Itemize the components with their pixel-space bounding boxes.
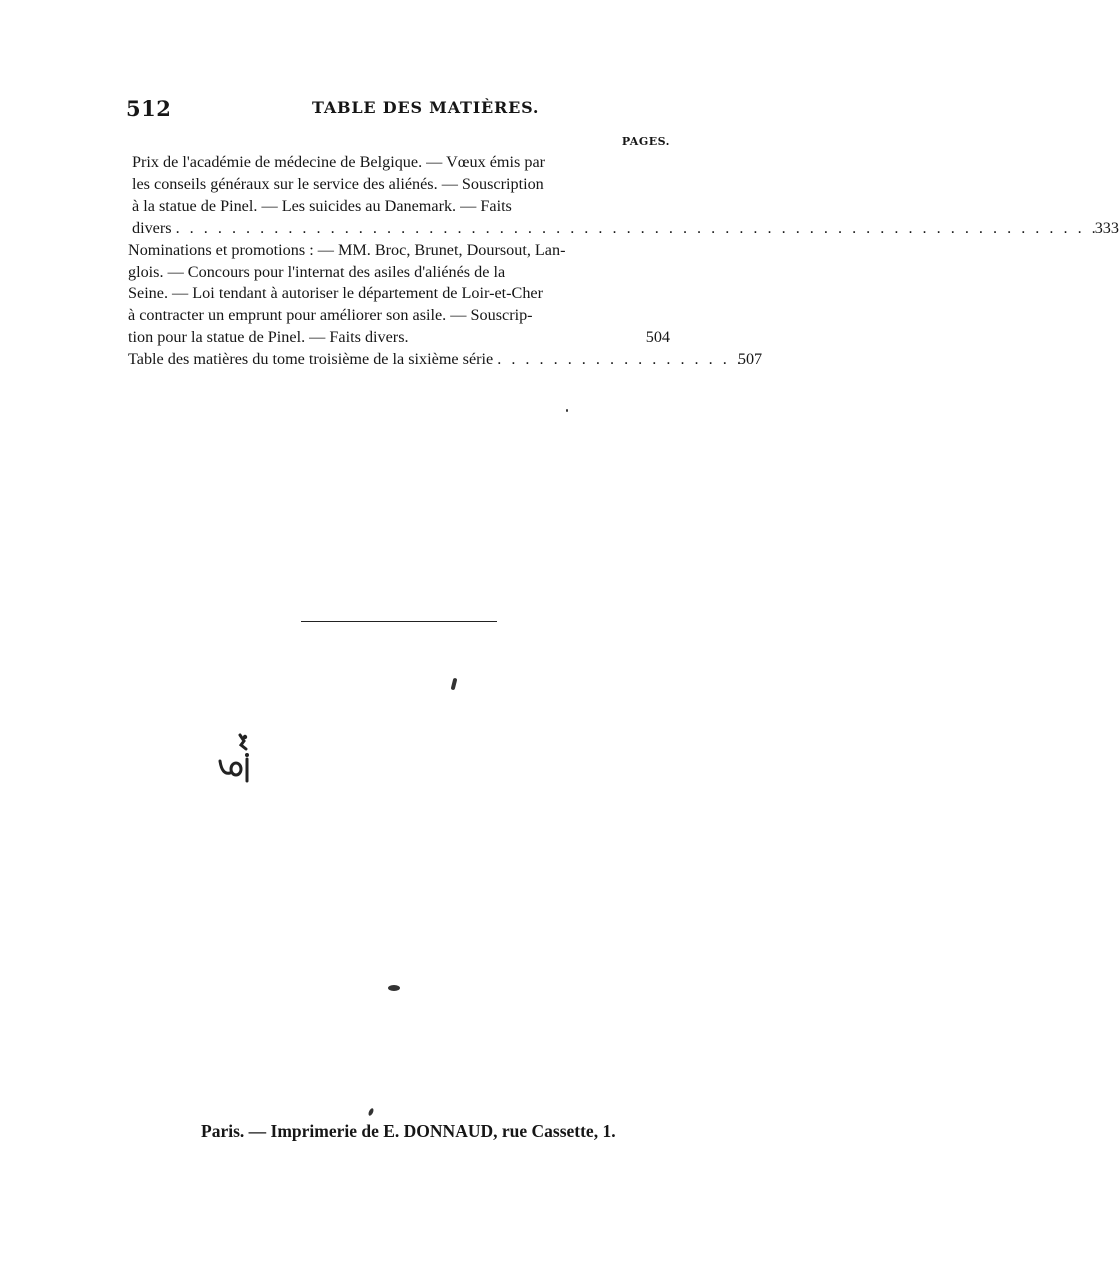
ink-speck: [388, 985, 400, 991]
stamp-glyph-icon: [214, 731, 258, 787]
library-stamp-mark: [214, 731, 258, 787]
dot-leader: . . . . . . . . . . . . . . . . . .: [497, 350, 744, 369]
toc-entry-line: Nominations et promotions : — MM. Broc, Brunet, Doursout, Lan-: [128, 240, 566, 259]
toc-entry-last-line: [132, 218, 1119, 240]
toc-entry-last-line: [128, 349, 763, 371]
toc-entry-line: à la statue de Pinel. — Les suicides au Danemark. — Faits: [132, 196, 512, 215]
toc-entry-line: divers: [132, 218, 172, 237]
toc-entry-line: Table des matières du tome troisième de la sixième série: [128, 350, 494, 369]
printer-imprint: Paris. — Imprimerie de E. DONNAUD, rue Cassette, 1.: [201, 1121, 616, 1141]
toc-entry-line: les conseils généraux sur le service des aliénés. — Souscription: [132, 174, 544, 193]
toc-page-number: 504: [645, 328, 670, 347]
toc-entry-1: [128, 152, 1119, 240]
toc-page-number: 507: [737, 350, 763, 369]
ink-speck: [367, 1108, 374, 1117]
ink-speck: [451, 678, 458, 691]
toc-entry-3: [128, 349, 763, 371]
dot-leader: . . . . . . . . . . . . . . . . . . . . . . . . . . . . . . . . . . . . . . . . . . . . . . . . . . . . . . . . . . . . . . . . . .: [175, 218, 1099, 237]
toc-entry-line: glois. — Concours pour l'internat des asiles d'aliénés de la: [128, 262, 506, 281]
toc-entry-2: [128, 240, 670, 350]
pages-column-label: PAGES.: [621, 135, 670, 148]
table-of-contents: [128, 152, 1119, 371]
toc-entry-line: tion pour la statue de Pinel. — Faits divers.: [128, 328, 409, 347]
toc-entry-line: Seine. — Loi tendant à autoriser le département de Loir-et-Cher: [128, 284, 543, 303]
running-title: TABLE DES MATIÈRES.: [312, 98, 540, 117]
horizontal-rule: [301, 621, 497, 622]
page-header: [126, 96, 671, 120]
toc-entry-line: à contracter un emprunt pour améliorer son asile. — Souscrip-: [128, 306, 533, 325]
toc-entry-line: Prix de l'académie de médecine de Belgique. — Vœux émis par: [132, 153, 546, 171]
toc-entry-last-line: [128, 327, 670, 349]
page-number: 512: [126, 96, 172, 121]
toc-page-number: 333: [1094, 218, 1119, 237]
ink-speck: [566, 409, 568, 412]
